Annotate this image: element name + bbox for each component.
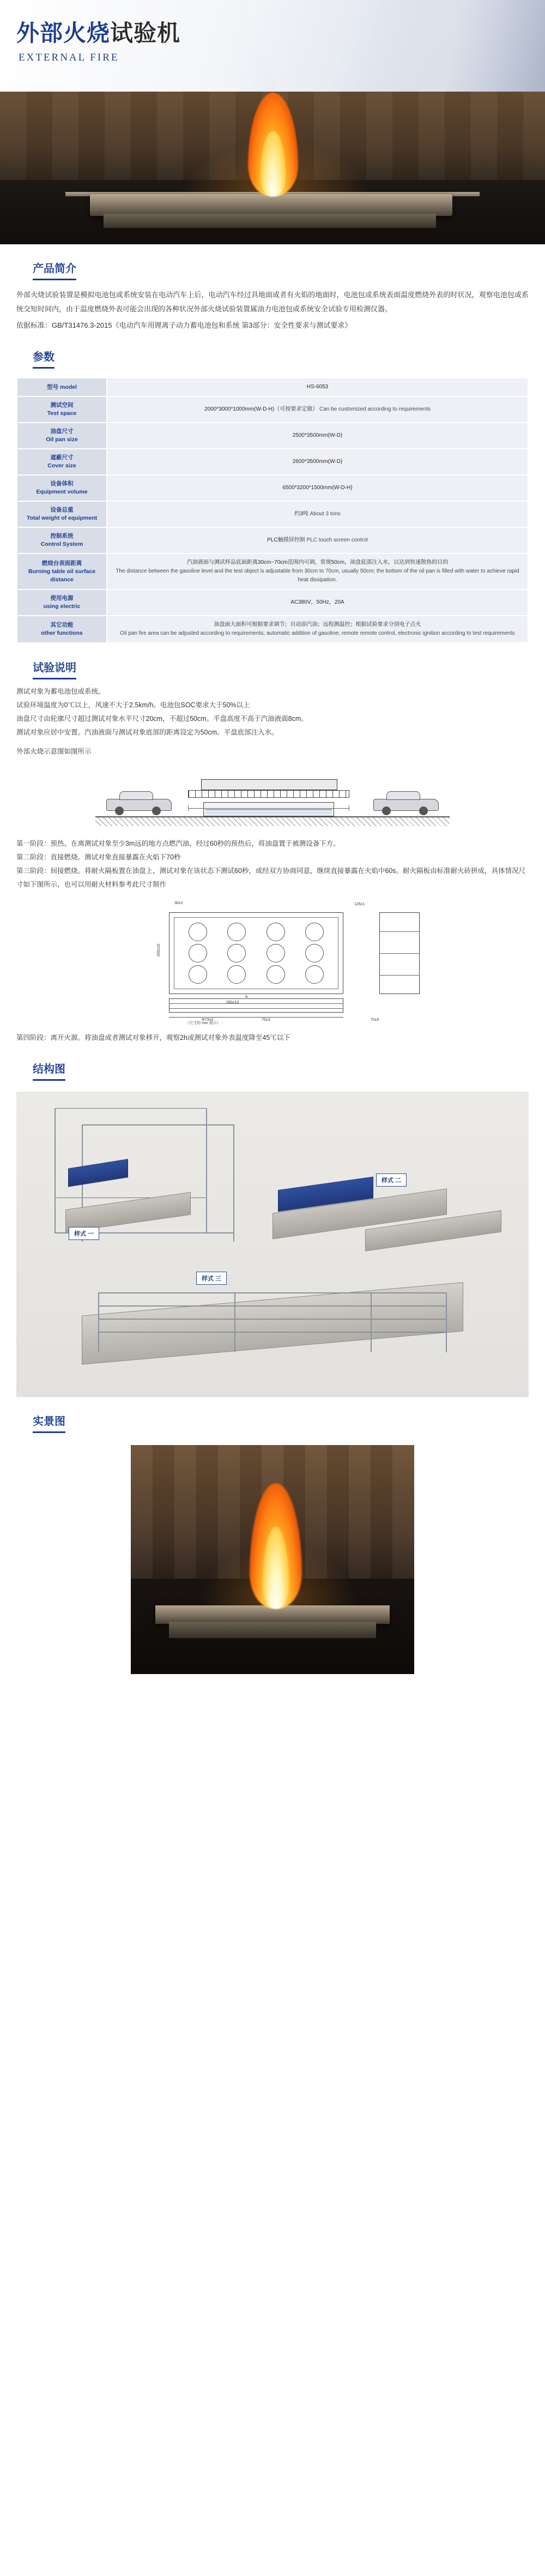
param-value bbox=[107, 378, 528, 396]
panel-band bbox=[380, 953, 419, 954]
vehicle-wheel bbox=[419, 806, 428, 815]
param-value bbox=[107, 449, 528, 475]
test-step: 第二阶段：直接燃烧。测试对象直接暴露在火焰下70秒 bbox=[16, 853, 181, 861]
test-step: 第三阶段：间接燃烧。将耐火隔板置在油盘上，测试对象在该状态下测试60秒，或经双方协商同意，继续直接暴露在火焰中60s。耐火隔板由标准耐火砖拼成，具体情况尺寸如下图所示，也可以用耐火材料参考此尺寸制作 bbox=[16, 867, 526, 888]
param-key-en: Burning table oil surface distance bbox=[28, 568, 96, 583]
params-heading-text: 参数 bbox=[33, 351, 55, 363]
param-key-cn: 燃烧台表面距离 bbox=[41, 559, 82, 567]
parameters-table bbox=[16, 377, 529, 643]
test-object bbox=[201, 779, 337, 790]
param-key bbox=[17, 616, 107, 643]
param-key bbox=[17, 378, 107, 396]
ground-hatch bbox=[95, 817, 450, 826]
lower-frame-rail bbox=[98, 1319, 447, 1320]
param-key-cn: 油盘尺寸 bbox=[50, 428, 74, 435]
table-row bbox=[17, 378, 528, 396]
params-section bbox=[0, 333, 545, 643]
param-key-en: other functions bbox=[41, 630, 83, 636]
page-title-primary: 外部火烧 bbox=[16, 20, 111, 46]
param-key bbox=[17, 449, 107, 475]
param-value-en: About 3 tons bbox=[310, 511, 341, 517]
param-value-en: PLC touch screen control bbox=[306, 537, 368, 543]
param-value-cn: PLC触摸屏控制 bbox=[267, 537, 305, 543]
param-key-cn: 设备体积 bbox=[50, 480, 74, 487]
param-value-cn: AC380V，50Hz，20A bbox=[290, 599, 344, 605]
test-step: 第四阶段：离开火源。将油盘或者测试对象移开，观察2h或测试对象外表温度降至45℃以下 bbox=[16, 1034, 290, 1042]
param-key bbox=[17, 553, 107, 589]
photo-heading bbox=[33, 1412, 65, 1433]
panel-band bbox=[380, 931, 419, 932]
photo-heading-underline bbox=[33, 1431, 65, 1433]
dim-label-hole: Φ73±3 bbox=[202, 1018, 214, 1022]
param-value bbox=[107, 423, 528, 449]
intro-paragraph-1: 外部火烧试验装置是模拟电池包或系统安装在电动汽车上后，电动汽车经过具地面或者有火焰的地面时，电池包或系统表面温度燃烧外表的时状况，观察电池包或系统交短时间内，由于温度燃烧外表可能会出现的各种状况外部火烧试验装置属油力电池包或系统安全试验专用检测仪器。 bbox=[16, 291, 529, 313]
param-key bbox=[17, 501, 107, 527]
param-key-cn: 其它功能 bbox=[50, 622, 74, 628]
param-key-en: Oil pan size bbox=[46, 436, 78, 443]
panel-hole bbox=[267, 923, 285, 941]
param-value-cn: 汽油液面与测试样品底面距离30cm~70cm范围内可调，常规50cm，油盘底部注入水，以达到快速散热的目的 bbox=[186, 559, 449, 565]
table-row bbox=[17, 589, 528, 616]
frame-post bbox=[206, 1108, 207, 1233]
param-value-cn: 2500*3500mm(W-D) bbox=[292, 432, 343, 438]
intro-section bbox=[0, 244, 545, 333]
dim-label-top: 30±2 bbox=[174, 901, 183, 905]
param-key-en: Total weight of equipment bbox=[26, 515, 98, 521]
param-key-cn: 测试空间 bbox=[50, 402, 74, 408]
hero-test-bench-lower bbox=[104, 214, 436, 228]
fire-grate bbox=[188, 790, 349, 798]
hero-photo bbox=[0, 92, 545, 244]
table-row bbox=[17, 396, 528, 423]
param-key bbox=[17, 589, 107, 616]
lower-frame-rail bbox=[98, 1305, 447, 1307]
param-value bbox=[107, 501, 528, 527]
panel-hole bbox=[189, 923, 207, 941]
param-value-en: Can be customized according to requirements bbox=[319, 406, 431, 412]
test-line: 测试对象应居中安置。汽油液面与测试对象底部的距离设定为50cm。平盘底部注入水。 bbox=[16, 729, 278, 736]
param-value-cn: 约3吨 bbox=[294, 511, 308, 517]
param-value-cn: 6500*3200*1500mm(W-D-H) bbox=[282, 485, 353, 491]
test-line: 试验环境温度为0℃以上，风速不大于2.5km/h。电池包SOC要求大于50%以上 bbox=[16, 701, 250, 709]
style-tag-1: 样式 一 bbox=[69, 1227, 99, 1240]
table-row bbox=[17, 449, 528, 475]
param-value-cn: 油盘面大面积可根据要求调节；自动添汽油；远程测温控；根据试验要求分别电子点火 bbox=[214, 622, 421, 628]
lower-frame-rail bbox=[98, 1292, 447, 1293]
lower-frame-post bbox=[98, 1292, 99, 1352]
param-key-en: using electric bbox=[43, 603, 81, 610]
photo-heading-text: 实景图 bbox=[33, 1416, 65, 1428]
figure1-caption: 外部火烧示意图如图所示 bbox=[16, 748, 92, 755]
panel-hole bbox=[305, 923, 324, 941]
vehicle-wheel bbox=[115, 806, 124, 815]
structure-diagram bbox=[16, 1092, 529, 1397]
panel-hole bbox=[227, 923, 246, 941]
intro-paragraph-2: 依据标准：GB/T31476.3-2015《电动汽车用锂离子动力蓄电池包和系统 第3部分：安全性要求与测试要求》 bbox=[16, 321, 352, 329]
page-title bbox=[16, 15, 180, 48]
param-value bbox=[107, 589, 528, 616]
table-row bbox=[17, 475, 528, 501]
frame-post bbox=[55, 1108, 56, 1233]
param-value bbox=[107, 616, 528, 643]
panel-hole bbox=[305, 944, 324, 962]
param-value bbox=[107, 553, 528, 589]
params-heading-underline bbox=[33, 367, 55, 369]
panel-hole bbox=[189, 965, 207, 984]
frame-beam bbox=[82, 1124, 234, 1126]
param-key bbox=[17, 396, 107, 423]
param-value-cn: 2000*3000*1000mm(W-D-H)（可按要求定做） bbox=[204, 406, 318, 412]
refractory-panel-drawing bbox=[120, 899, 425, 1025]
ground-line bbox=[95, 816, 450, 817]
test-line: 测试对象为蓄电池包或系统。 bbox=[16, 688, 105, 695]
dim-label-inner: 125±1 bbox=[354, 902, 365, 906]
lower-frame-post bbox=[371, 1292, 372, 1352]
param-value bbox=[107, 475, 528, 501]
test-heading-underline bbox=[33, 678, 76, 679]
drawing-unit-note: （尺寸的 mm 表示） bbox=[185, 1021, 221, 1025]
panel-hole-grid bbox=[178, 922, 334, 985]
dimension-marker bbox=[188, 805, 349, 811]
vehicle-left bbox=[106, 790, 172, 815]
test-line: 油盘尺寸由轮廓尺寸超过测试对象水平尺寸20cm，不超过50cm。平盘高度不高于汽油液面8cm。 bbox=[16, 715, 308, 723]
param-value-en: The distance between the gasoline level and the test object is adjustable from 30cm to 70cm, usually 50cm; the bottom of the oil pan is filled with water to achieve rapid heat dissipation. bbox=[116, 568, 519, 583]
param-key-cn: 型号 model bbox=[47, 383, 77, 390]
param-key bbox=[17, 527, 107, 553]
vehicle-roof bbox=[119, 791, 153, 800]
dim-label-section: A bbox=[245, 995, 248, 999]
panel-hole bbox=[305, 965, 324, 984]
panel-hole bbox=[267, 965, 285, 984]
vehicle-wheel bbox=[382, 806, 391, 815]
structure-heading-underline bbox=[33, 1079, 65, 1081]
vehicle-roof bbox=[386, 791, 420, 800]
param-key-cn: 设备总重 bbox=[50, 507, 74, 513]
page-title-secondary: 试验机 bbox=[110, 20, 181, 46]
table-row bbox=[17, 553, 528, 589]
param-key-cn: 遮蔽尺寸 bbox=[50, 454, 74, 461]
photo-section bbox=[0, 1397, 545, 1674]
test-section bbox=[0, 643, 545, 1045]
intro-heading-underline bbox=[33, 279, 76, 280]
param-key-en: Cover size bbox=[47, 462, 76, 469]
panel-front-view bbox=[169, 998, 343, 1013]
param-value bbox=[107, 527, 528, 553]
table-row bbox=[17, 527, 528, 553]
panel-top-view bbox=[169, 912, 343, 994]
param-key bbox=[17, 423, 107, 449]
table-row bbox=[17, 616, 528, 643]
panel-band bbox=[169, 1003, 343, 1004]
dim-label-spacing: 75±3 bbox=[262, 1018, 270, 1022]
style-tag-3: 样式 三 bbox=[196, 1272, 227, 1285]
intro-heading-text: 产品简介 bbox=[33, 263, 76, 275]
test-step: 第一阶段：预热。在离测试对象至少3m远的地方点燃汽油，经过60秒的预热后，将油盘置于被测设备下方。 bbox=[16, 840, 340, 847]
test-heading bbox=[33, 659, 76, 679]
intro-heading bbox=[33, 260, 76, 280]
panel-band bbox=[169, 1008, 343, 1009]
page-header bbox=[0, 0, 545, 92]
hero-test-bench bbox=[90, 194, 452, 216]
dim-label-total-width: 260±10 bbox=[226, 1001, 239, 1004]
param-key-en: Equipment volume bbox=[36, 489, 88, 495]
external-fire-schematic bbox=[84, 764, 461, 829]
structure-heading-text: 结构图 bbox=[33, 1063, 65, 1075]
table-row bbox=[17, 423, 528, 449]
dim-label-left: 260±10 bbox=[157, 943, 161, 957]
param-key-cn: 使用电源 bbox=[50, 595, 74, 601]
panel-hole bbox=[267, 944, 285, 962]
panel-hole bbox=[189, 944, 207, 962]
photo-test-bench-lower bbox=[169, 1622, 376, 1638]
panel-hole bbox=[227, 965, 246, 984]
style-tag-2: 样式 二 bbox=[376, 1173, 407, 1187]
structure-section bbox=[0, 1045, 545, 1397]
param-key bbox=[17, 475, 107, 501]
lower-frame-post bbox=[446, 1292, 447, 1352]
param-key-cn: 控制系统 bbox=[50, 533, 74, 539]
param-value bbox=[107, 396, 528, 423]
param-value-cn: HS-6053 bbox=[306, 384, 329, 390]
lower-frame-body bbox=[82, 1282, 463, 1364]
param-key-en: Control System bbox=[40, 541, 83, 547]
param-key-en: Test space bbox=[47, 410, 77, 417]
test-heading-text: 试验说明 bbox=[33, 662, 76, 674]
structure-heading bbox=[33, 1060, 65, 1081]
panel-band bbox=[380, 975, 419, 976]
page-title-english: EXTERNAL FIRE bbox=[19, 52, 119, 63]
panel-hole bbox=[227, 944, 246, 962]
table-row bbox=[17, 501, 528, 527]
lower-frame-post bbox=[234, 1292, 235, 1352]
real-scene-photo bbox=[131, 1445, 414, 1674]
frame-post bbox=[233, 1124, 234, 1242]
vehicle-wheel bbox=[152, 806, 161, 815]
params-heading bbox=[33, 348, 55, 369]
panel-side-view bbox=[379, 912, 420, 994]
param-value-cn: 2600*3500mm(W-D) bbox=[292, 459, 343, 465]
vehicle-right bbox=[373, 790, 439, 815]
param-value-en: Oil pan fire area can be adjusted according to requirements; automatic addition of gasoline; remote remote control, electronic ignition according to test requirements bbox=[120, 630, 515, 636]
dim-label-right-width: 70±5 bbox=[371, 1018, 379, 1022]
dimension-line-bottom bbox=[169, 1017, 343, 1018]
lower-frame-rail bbox=[98, 1332, 447, 1333]
